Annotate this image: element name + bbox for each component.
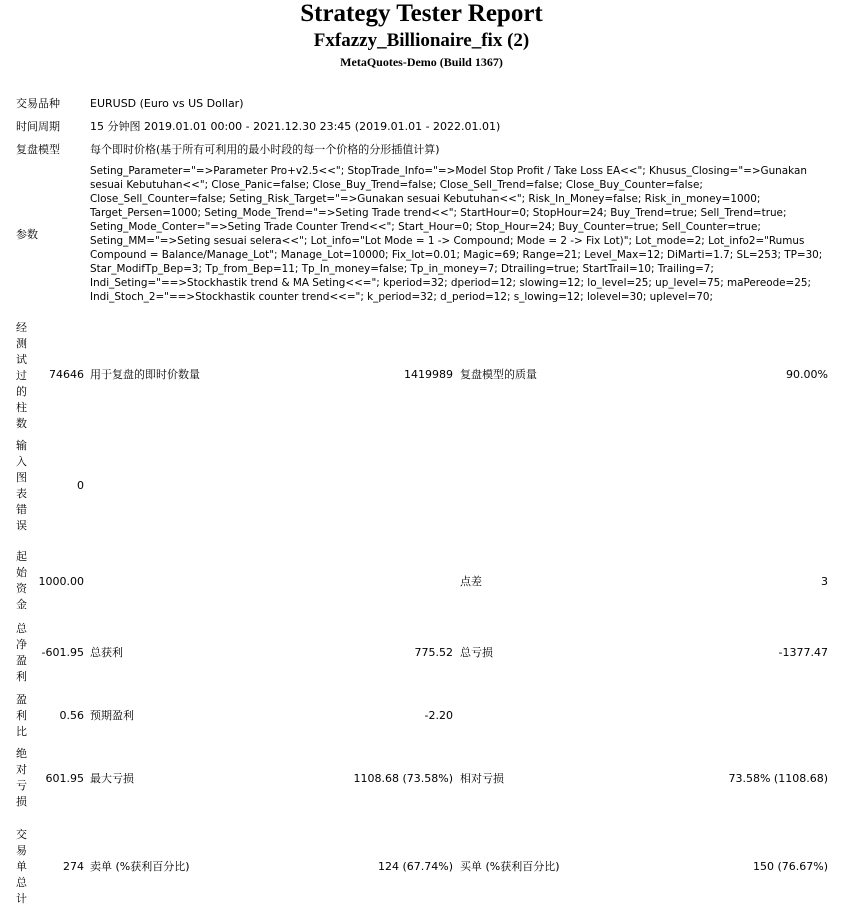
- period-label: 时间周期: [16, 120, 60, 133]
- deposit-value: 1000.00: [38, 575, 84, 588]
- errors-value: 0: [77, 479, 84, 492]
- max-drawdown-value: 1108.68 (73.58%): [353, 772, 453, 785]
- symbol-value: EURUSD (Euro vs US Dollar): [90, 97, 244, 110]
- expected-payoff-value: -2.20: [424, 709, 453, 722]
- long-positions-value: 150 (76.67%): [752, 860, 828, 873]
- parameters-label: 参数: [16, 228, 38, 241]
- expected-payoff-label: 预期盈利: [90, 709, 134, 722]
- bars-label: 经测试过的柱数: [16, 321, 27, 430]
- parameters-value: Seting_Parameter="=>Parameter Pro+v2.5<<"; StopTrade_Info="=>Model Stop Profit / Take Loss EA<<"; Khusus_Closing="=>Gunakan sesuai Kebutuhan<<"; Close_Panic=false; Close_Buy_Trend=false; Close_Sell_Trend=false; Close_Buy_Counter=false; Close_Sell_Counter=false; Seting_Risk_Target="=>Gunakan sesuai Kebutuhan<<"; Risk_In_Money=false; Risk_in_money=1000; Target_Persen=1000; Seting_Mode_Trend="=>Seting Trade trend<<"; StartHour=0; StopHour=24; Buy_Trend=true; Sell_Trend=true; Seting_Mode_Conter="=>Seting Trade Counter Trend<<"; Start_Hour=0; Stop_Hour=24; Buy_Counter=true; Sell_Counter=true; Seting_MM="=>Seting sesuai selera<<"; Lot_info="Lot Mode = 1 -> Compound; Mode = 2 -> Fix Lot)"; Lot_mode=2; Lot_info2="Rumus Compound = Balance/Manage_Lot"; Manage_Lot=10000; Fix_lot=0.01; Magic=69; Range=21; Level_Max=12; DiMarti=1.7; SL=253; TP=30; Star_ModifTp_Bep=3; Tp_from_Bep=11; Tp_In_money=false; Tp_in_money=7; Dtrailing=true; StartTrail=10; Trailing=7; Indi_Seting="==>Stockhastik trend & MA Seting<<="; kperiod=32; dperiod=12; slowing=12; lo_level=25; up_level=75; maPereode=25; Indi_Stoch_2="==>Stockhastik counter trend<<="; k_period=32; d_period=12; s_lowing=12; lolevel=30; uplevel=70;: [90, 165, 823, 303]
- absolute-drawdown-label: 绝对亏损: [16, 747, 27, 808]
- server-build: MetaQuotes-Demo (Build 1367): [340, 55, 503, 69]
- model-value: 每个即时价格(基于所有可利用的最小时段的每一个价格的分形插值计算): [90, 143, 440, 156]
- net-profit-value: -601.95: [41, 646, 84, 659]
- gross-loss-value: -1377.47: [778, 646, 828, 659]
- max-drawdown-label: 最大亏损: [90, 772, 134, 785]
- spread-value: 3: [821, 575, 828, 588]
- short-positions-value: 124 (67.74%): [377, 860, 453, 873]
- profit-factor-label: 盈利比: [16, 693, 27, 738]
- deposit-label: 起始资金: [16, 550, 27, 611]
- symbol-label: 交易品种: [16, 97, 60, 110]
- ticks-value: 1419989: [404, 368, 453, 381]
- spread-label: 点差: [460, 575, 482, 588]
- relative-drawdown-label: 相对亏损: [460, 772, 504, 785]
- total-trades-value: 274: [63, 860, 84, 873]
- gross-profit-label: 总获利: [90, 646, 123, 659]
- profit-factor-value: 0.56: [59, 709, 84, 722]
- gross-profit-value: 775.52: [414, 646, 453, 659]
- model-label: 复盘模型: [16, 143, 60, 156]
- long-positions-label: 买单 (%获利百分比): [460, 860, 560, 873]
- ticks-label: 用于复盘的即时价数量: [90, 368, 200, 381]
- gross-loss-label: 总亏损: [460, 646, 493, 659]
- short-positions-label: 卖单 (%获利百分比): [90, 860, 190, 873]
- absolute-drawdown-value: 601.95: [45, 772, 84, 785]
- relative-drawdown-value: 73.58% (1108.68): [728, 772, 828, 785]
- total-trades-label: 交易单总计: [16, 828, 27, 905]
- bars-value: 74646: [49, 368, 84, 381]
- quality-value: 90.00%: [786, 368, 828, 381]
- expert-name: Fxfazzy_Billionaire_fix (2): [313, 30, 530, 51]
- quality-label: 复盘模型的质量: [460, 368, 537, 381]
- errors-label: 输入图表错误: [16, 439, 27, 532]
- net-profit-label: 总净盈利: [16, 622, 27, 683]
- report-title: Strategy Tester Report: [300, 0, 543, 27]
- period-value: 15 分钟图 2019.01.01 00:00 - 2021.12.30 23:45 (2019.01.01 - 2022.01.01): [90, 120, 501, 133]
